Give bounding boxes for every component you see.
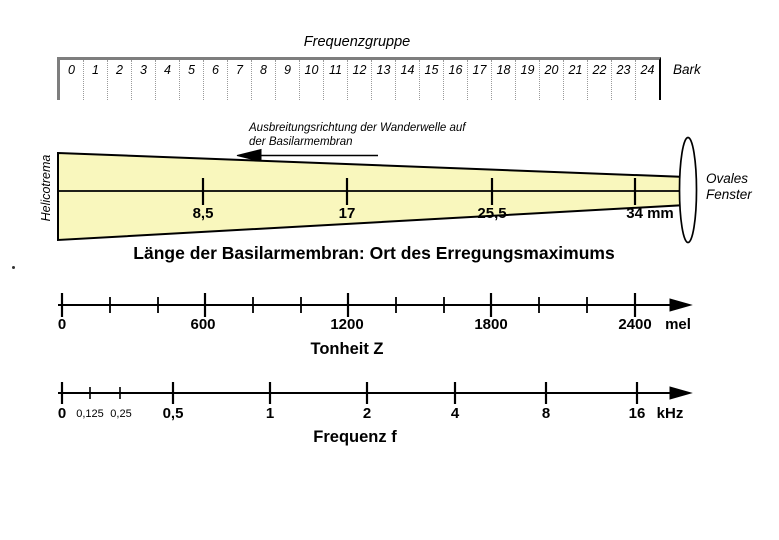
khz-label-0-25: 0,25 bbox=[110, 408, 132, 420]
bark-scale-label: 0 bbox=[68, 63, 75, 77]
stray-dot-mark bbox=[12, 266, 15, 269]
bark-scale-label: 3 bbox=[131, 60, 155, 100]
bark-scale-label: 23 bbox=[611, 60, 635, 100]
bark-scale-ruler bbox=[57, 57, 661, 100]
mel-label-2400: 2400 bbox=[618, 316, 652, 333]
bark-scale-label: 13 bbox=[371, 60, 395, 100]
frequenz-axis bbox=[58, 382, 691, 404]
khz-label-2: 2 bbox=[362, 405, 372, 422]
frequenzgruppe-title: Frequenzgruppe bbox=[303, 34, 411, 50]
bark-scale-label: 10 bbox=[299, 60, 323, 100]
bark-scale-label: 11 bbox=[323, 60, 347, 100]
bark-scale-label: 8 bbox=[251, 60, 275, 100]
mel-label-1200: 1200 bbox=[330, 316, 364, 333]
diagram-caption: Länge der Basilarmembran: Ort des Erregungsmaximums bbox=[133, 243, 615, 263]
bark-scale-label: 15 bbox=[419, 60, 443, 100]
bark-scale-label: 5 bbox=[179, 60, 203, 100]
frequenz-axis-title: Frequenz f bbox=[313, 428, 397, 446]
khz-label-8: 8 bbox=[541, 405, 551, 422]
bark-scale-label: 22 bbox=[587, 60, 611, 100]
bark-scale-label: 18 bbox=[491, 60, 515, 100]
bark-scale-label: 6 bbox=[203, 60, 227, 100]
wave-direction-text-line2: der Basilarmembran bbox=[249, 136, 353, 148]
basilar-membrane-shape bbox=[58, 153, 686, 240]
bark-scale-label: 14 bbox=[395, 60, 419, 100]
bark-scale-label: 17 bbox=[467, 60, 491, 100]
membrane-pos-label-25-5: 25,5 bbox=[477, 205, 507, 222]
bark-scale-label: 7 bbox=[227, 60, 251, 100]
bark-scale-label: 12 bbox=[347, 60, 371, 100]
bark-scale-label: 19 bbox=[515, 60, 539, 100]
khz-label-16: 16 bbox=[628, 405, 646, 422]
bark-scale-label: 4 bbox=[155, 60, 179, 100]
bark-scale-label: 2 bbox=[107, 60, 131, 100]
khz-label-0-125: 0,125 bbox=[76, 408, 104, 420]
bark-scale-label: 24 bbox=[635, 60, 659, 100]
mel-unit-label: mel bbox=[665, 316, 691, 333]
mel-label-1800: 1800 bbox=[474, 316, 508, 333]
mel-label-0: 0 bbox=[57, 316, 67, 333]
oval-window-label-line2: Fenster bbox=[706, 187, 752, 202]
oval-window-shape bbox=[680, 138, 697, 243]
wave-direction-text-line1: Ausbreitungsrichtung der Wanderwelle auf bbox=[249, 122, 466, 134]
khz-label-1: 1 bbox=[265, 405, 275, 422]
bark-scale-label: 9 bbox=[275, 60, 299, 100]
membrane-pos-label-17: 17 bbox=[338, 205, 356, 222]
helicotrema-label: Helicotrema bbox=[39, 154, 53, 222]
bark-scale-label: 16 bbox=[443, 60, 467, 100]
khz-label-0: 0 bbox=[57, 405, 67, 422]
bark-scale-label: 1 bbox=[83, 60, 107, 100]
khz-unit-label: kHz bbox=[656, 405, 684, 422]
membrane-pos-label-34mm: 34 mm bbox=[626, 205, 674, 222]
membrane-pos-label-8-5: 8,5 bbox=[192, 205, 214, 222]
tonheit-axis-title: Tonheit Z bbox=[310, 340, 384, 358]
bark-scale-label: 21 bbox=[563, 60, 587, 100]
khz-label-4: 4 bbox=[450, 405, 460, 422]
tonheit-axis bbox=[58, 293, 691, 317]
bark-scale-label: 20 bbox=[539, 60, 563, 100]
oval-window-label-line1: Ovales bbox=[706, 171, 749, 186]
khz-label-0-5: 0,5 bbox=[162, 405, 184, 422]
bark-unit-label: Bark bbox=[673, 62, 701, 77]
mel-label-600: 600 bbox=[190, 316, 216, 333]
